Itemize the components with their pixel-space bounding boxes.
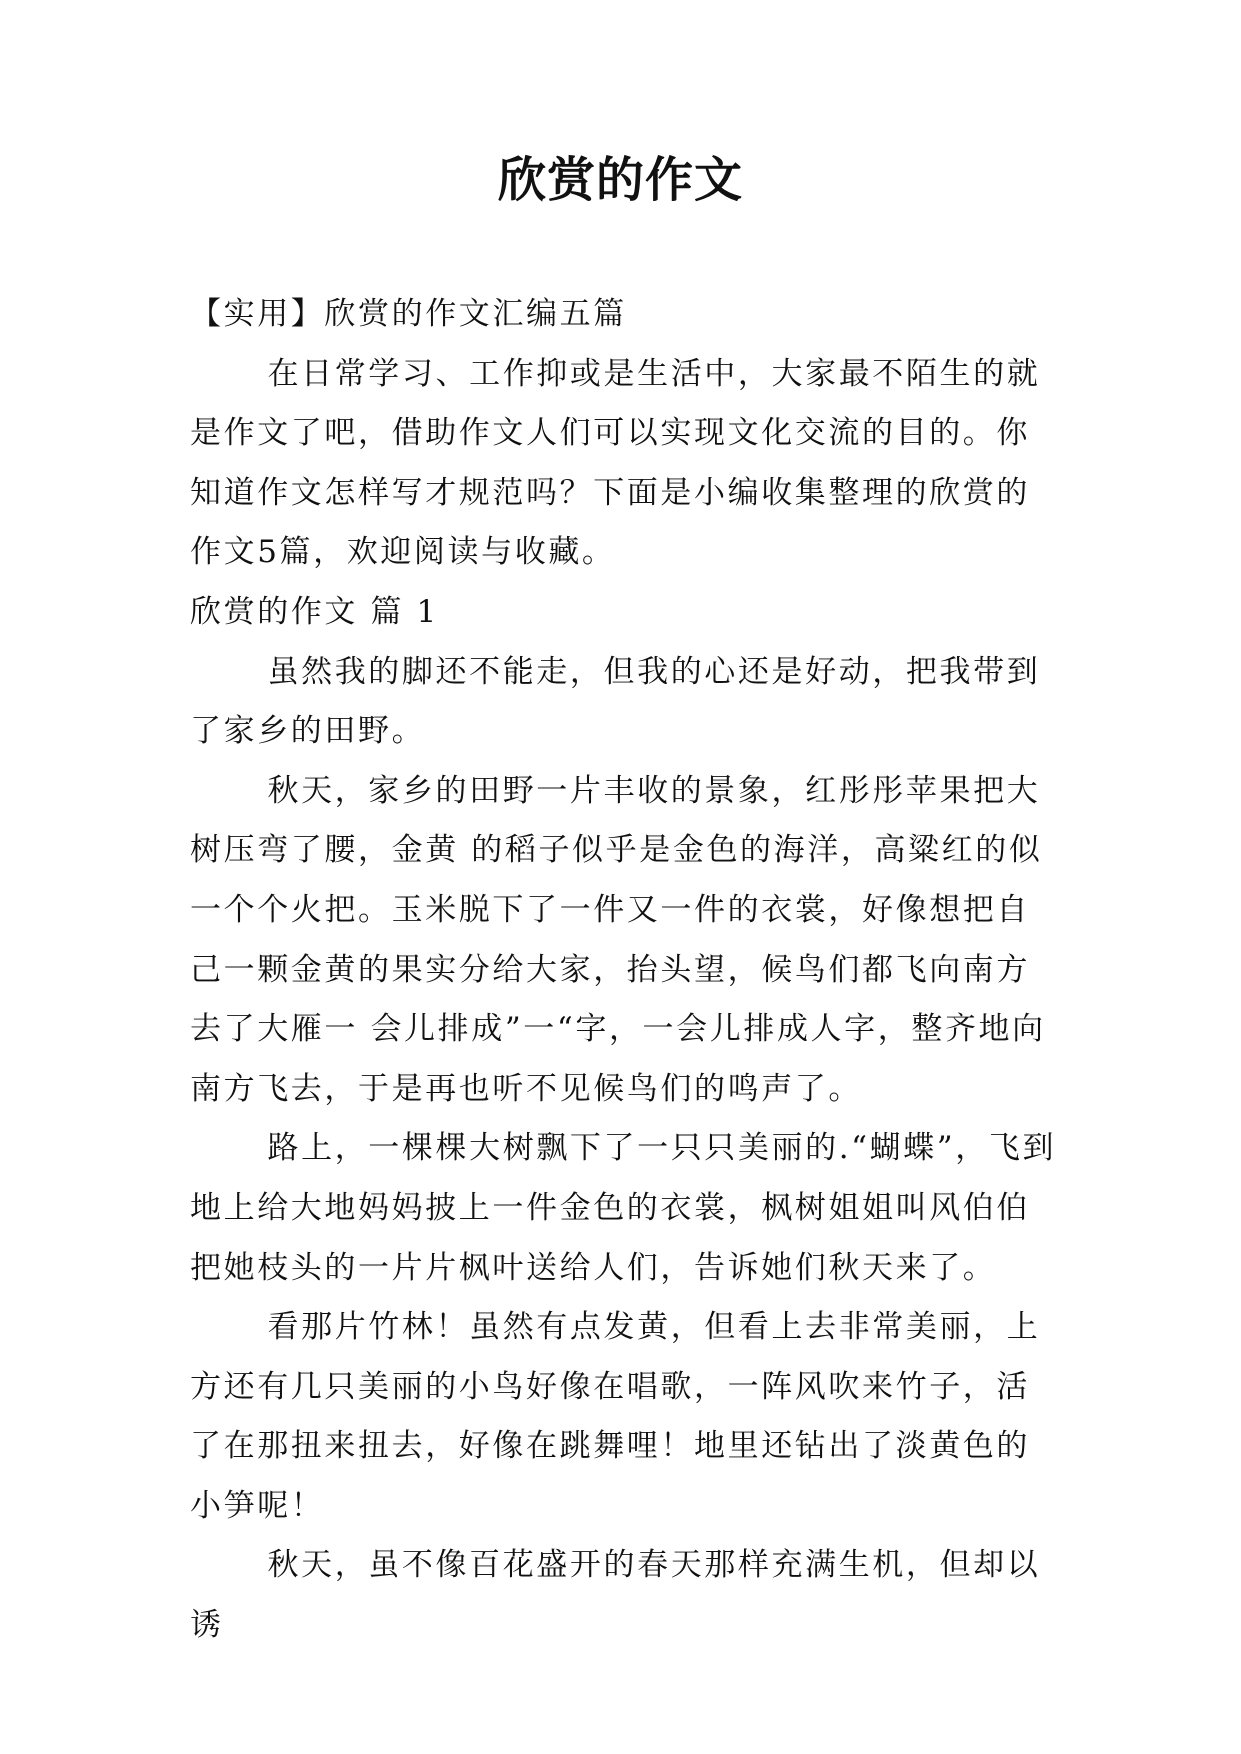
body-paragraph: 看那片竹林！虽然有点发黄，但看上去非常美丽，上方还有几只美丽的小鸟好像在唱歌，一阵风吹来竹子，活了在那扭来扭去，好像在跳舞哩！地里还钻出了淡黄色的小笋呢！	[190, 1309, 1041, 1524]
section-heading: 欣赏的作文 篇 1	[190, 593, 439, 630]
document-title: 欣赏的作文	[497, 152, 743, 208]
body-paragraph: 虽然我的脚还不能走，但我的心还是好动，把我带到了家乡的田野。	[190, 653, 1041, 750]
document-body	[190, 285, 1060, 1656]
intro-paragraph: 在日常学习、工作抑或是生活中，大家最不陌生的就是作文了吧，借助作文人们可以实现文化交流的目的。你知道作文怎样写才规范吗？下面是小编收集整理的欣赏的作文5篇，欢迎阅读与收藏。	[190, 355, 1041, 571]
body-paragraph: 路上，一棵棵大树飘下了一只只美丽的.“蝴蝶”，飞到地上给大地妈妈披上一件金色的衣裳，枫树姐姐叫风伯伯把她枝头的一片片枫叶送给人们，告诉她们秋天来了。	[190, 1130, 1057, 1286]
body-paragraph: 秋天，虽不像百花盛开的春天那样充满生机，但却以诱	[190, 1547, 1041, 1644]
document-subtitle: 【实用】欣赏的作文汇编五篇	[190, 296, 627, 332]
body-paragraph: 秋天，家乡的田野一片丰收的景象，红彤彤苹果把大树压弯了腰，金黄 的稻子似乎是金色的海洋，高粱红的似一个个火把。玉米脱下了一件又一件的衣裳，好像想把自己一颗金黄的果实分给大家，抬头望，候鸟们都飞向南方去了大雁一 会儿排成”一“字，一会儿排成人字，整齐地向南方飞去，于是再也听不见候鸟们的鸣声了。	[190, 772, 1046, 1107]
